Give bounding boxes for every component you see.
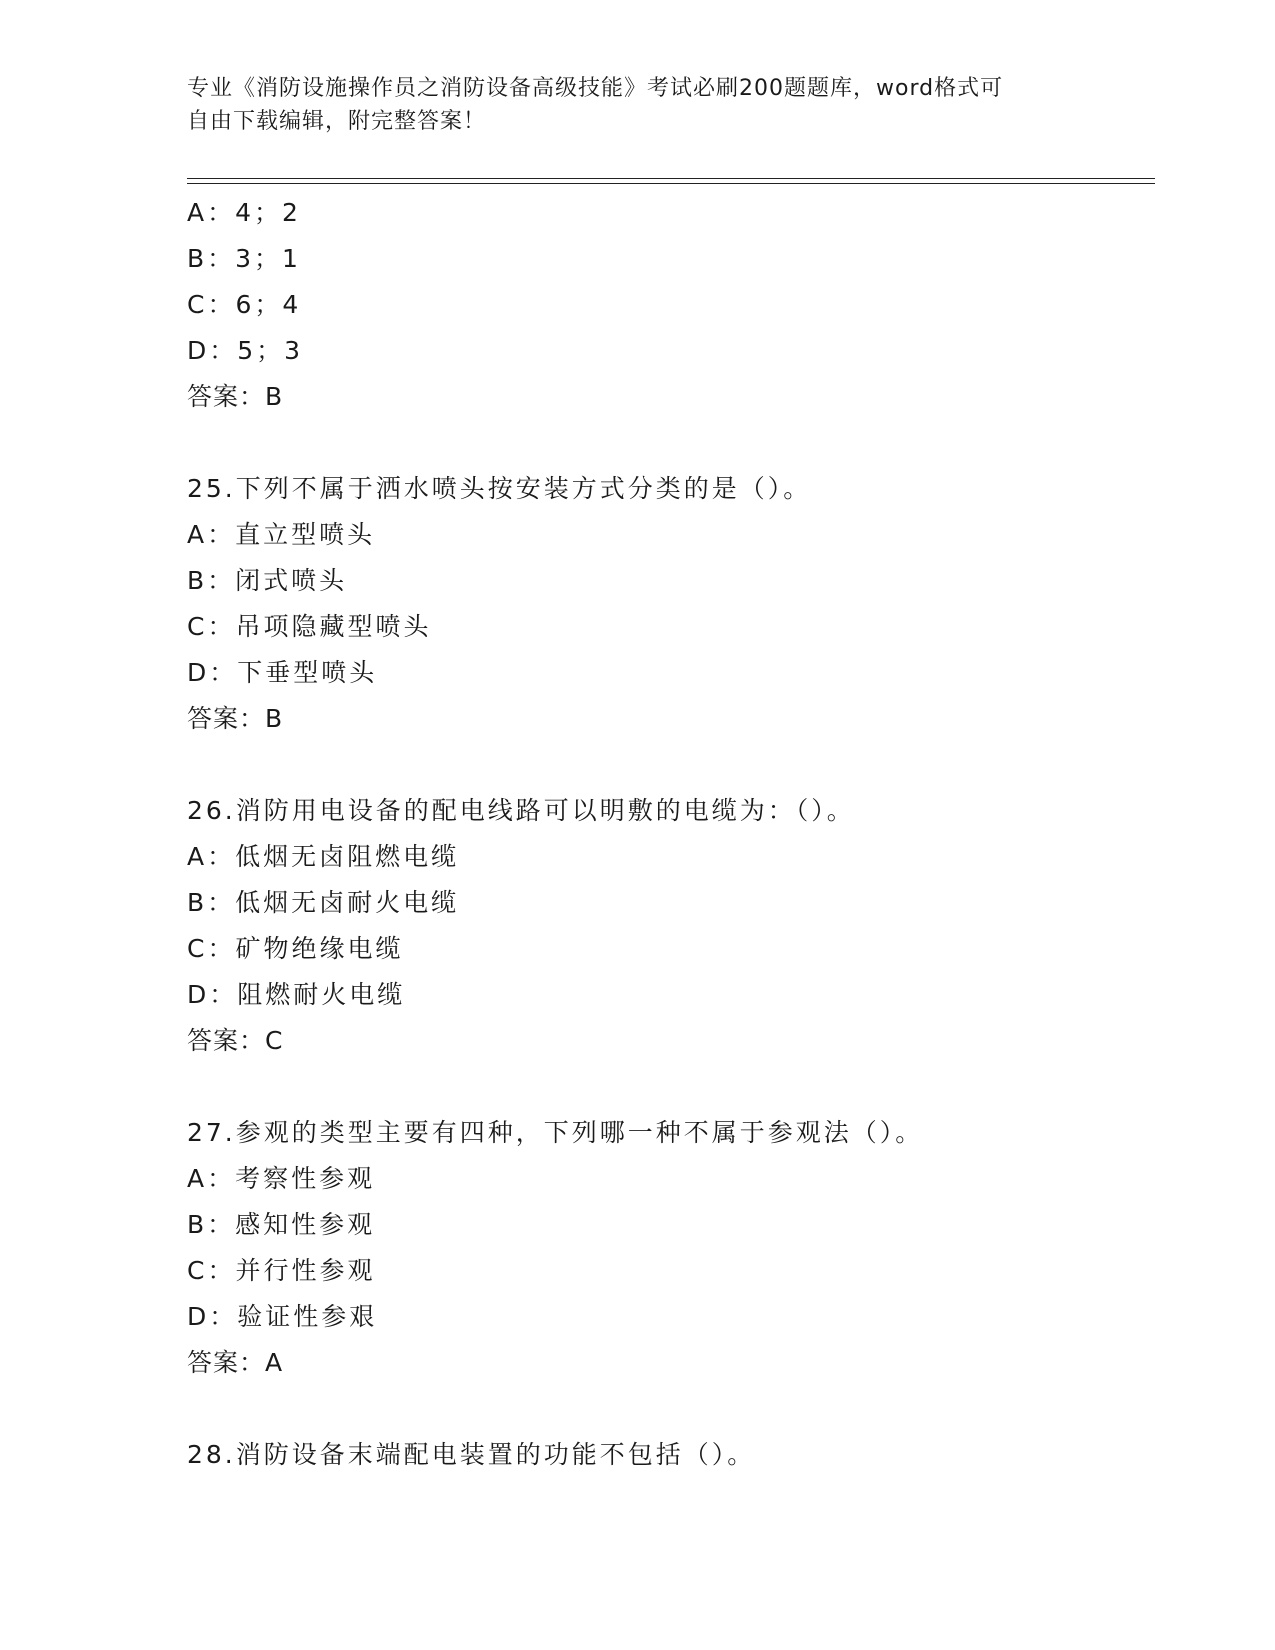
option-b: B：低烟无卤耐火电缆 xyxy=(187,888,460,917)
header-divider-top xyxy=(187,178,1155,179)
header-line-2: 自由下载编辑，附完整答案！ xyxy=(187,109,487,134)
header-divider-bottom xyxy=(187,183,1155,184)
question-text: 26.消防用电设备的配电线路可以明敷的电缆为：（）。 xyxy=(187,796,855,825)
option-c: C：矿物绝缘电缆 xyxy=(187,934,404,963)
question-text: 27.参观的类型主要有四种，下列哪一种不属于参观法（）。 xyxy=(187,1118,924,1147)
answer-line: 答案：B xyxy=(187,704,284,733)
option-d: D：下垂型喷头 xyxy=(187,658,378,687)
option-b: B：闭式喷头 xyxy=(187,566,348,595)
option-a: A：考察性参观 xyxy=(187,1164,376,1193)
option-c: C：6；4 xyxy=(187,290,302,319)
option-c: C：吊项隐藏型喷头 xyxy=(187,612,432,641)
answer-line: 答案：B xyxy=(187,382,284,411)
question-block-26 xyxy=(187,788,1155,1064)
answer-line: 答案：A xyxy=(187,1348,284,1377)
question-block-25 xyxy=(187,466,1155,742)
option-d: D：阻燃耐火电缆 xyxy=(187,980,406,1009)
option-c: C：并行性参观 xyxy=(187,1256,376,1285)
option-a: A：低烟无卤阻燃电缆 xyxy=(187,842,460,871)
prev-question-block xyxy=(187,190,1155,420)
question-list xyxy=(187,190,1155,1478)
option-a: A：直立型喷头 xyxy=(187,520,376,549)
question-text: 28.消防设备末端配电装置的功能不包括（）。 xyxy=(187,1440,756,1469)
option-b: B：3；1 xyxy=(187,244,301,273)
question-block-28 xyxy=(187,1432,1155,1478)
answer-line: 答案：C xyxy=(187,1026,284,1055)
question-block-27 xyxy=(187,1110,1155,1386)
question-text: 25.下列不属于洒水喷头按安装方式分类的是（）。 xyxy=(187,474,812,503)
option-a: A：4；2 xyxy=(187,198,301,227)
header-line-1: 专业《消防设施操作员之消防设备高级技能》考试必刷200题题库，word格式可 xyxy=(187,76,1004,101)
option-d: D：5；3 xyxy=(187,336,304,365)
option-b: B：感知性参观 xyxy=(187,1210,376,1239)
option-d: D：验证性参艰 xyxy=(187,1302,378,1331)
document-header xyxy=(187,72,1067,138)
